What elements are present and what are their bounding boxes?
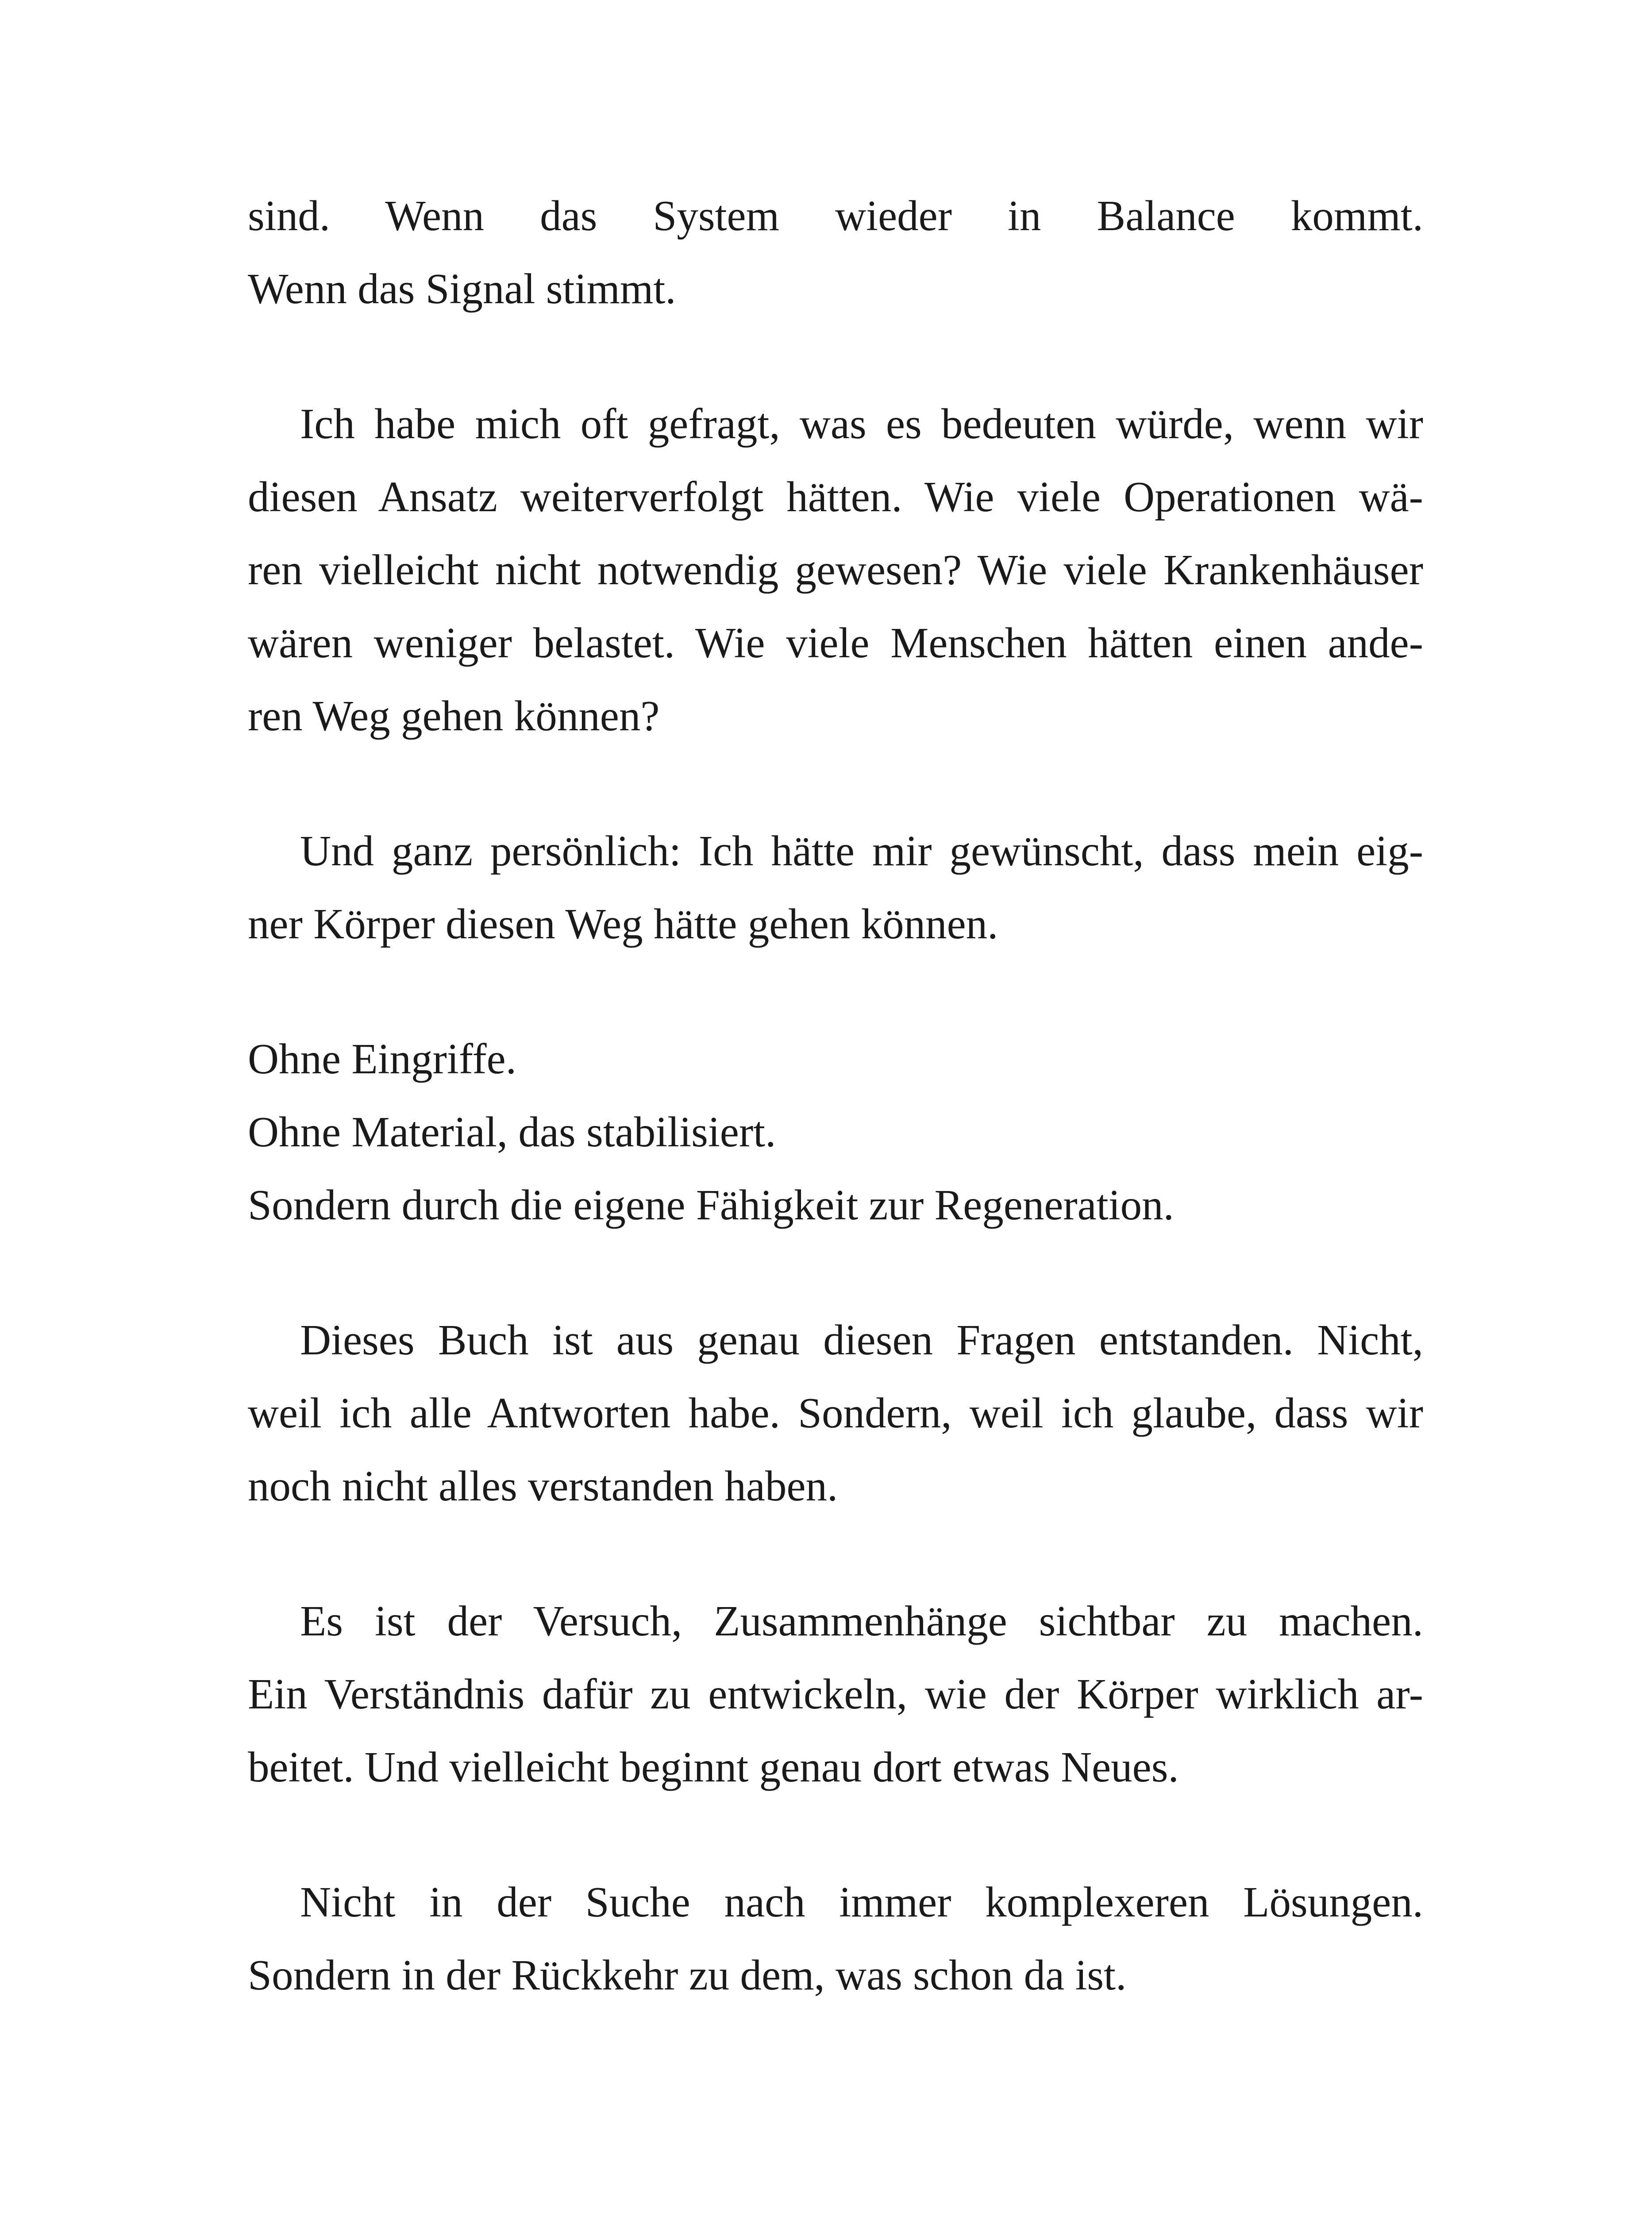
text-line: wären weniger belastet. Wie viele Menschen hätten einen ande- [248,619,1423,667]
text-line: Wenn das Signal stimmt. [248,265,676,312]
text-line: diesen Ansatz weiterverfolgt hätten. Wie viele Operationen wä- [248,473,1423,520]
text-line: ren vielleicht nicht notwendig gewesen? Wie viele Krankenhäuser [248,546,1423,594]
paragraph [248,387,1423,752]
text-line: Es ist der Versuch, Zusammenhänge sichtbar zu machen. [300,1597,1423,1645]
paragraph [248,1303,1423,1523]
text-line: Dieses Buch ist aus genau diesen Fragen entstanden. Nicht, [300,1316,1423,1364]
text-line: Und ganz persönlich: Ich hätte mir gewünscht, dass mein eig- [300,827,1423,875]
text-line: noch nicht alles verstanden haben. [248,1462,838,1510]
text-line: ren Weg gehen können? [248,692,660,740]
paragraph [248,1585,1423,1804]
text-line: Ein Verständnis dafür zu entwickeln, wie der Körper wirklich ar- [248,1670,1423,1718]
paragraph [248,1866,1423,2012]
text-line: Ohne Material, das stabilisiert. [248,1108,776,1156]
text-line: Sondern in der Rückkehr zu dem, was schon da ist. [248,1951,1127,1999]
line-group [248,1022,1423,1241]
text-line: Sondern durch die eigene Fähigkeit zur Regeneration. [248,1181,1174,1229]
text-line: Ohne Eingriffe. [248,1035,516,1083]
text-line: Nicht in der Suche nach immer komplexeren Lösungen. [300,1878,1423,1926]
text-line: beitet. Und vielleicht beginnt genau dort etwas Neues. [248,1743,1179,1791]
text-line: sind. Wenn das System wieder in Balance kommt. [248,192,1423,239]
paragraph [248,179,1423,325]
body-text [248,179,1423,2074]
text-line: ner Körper diesen Weg hätte gehen können. [248,900,998,948]
paragraph [248,814,1423,960]
text-line: weil ich alle Antworten habe. Sondern, weil ich glaube, dass wir [248,1389,1423,1437]
text-line: Ich habe mich oft gefragt, was es bedeuten würde, wenn wir [300,400,1423,447]
